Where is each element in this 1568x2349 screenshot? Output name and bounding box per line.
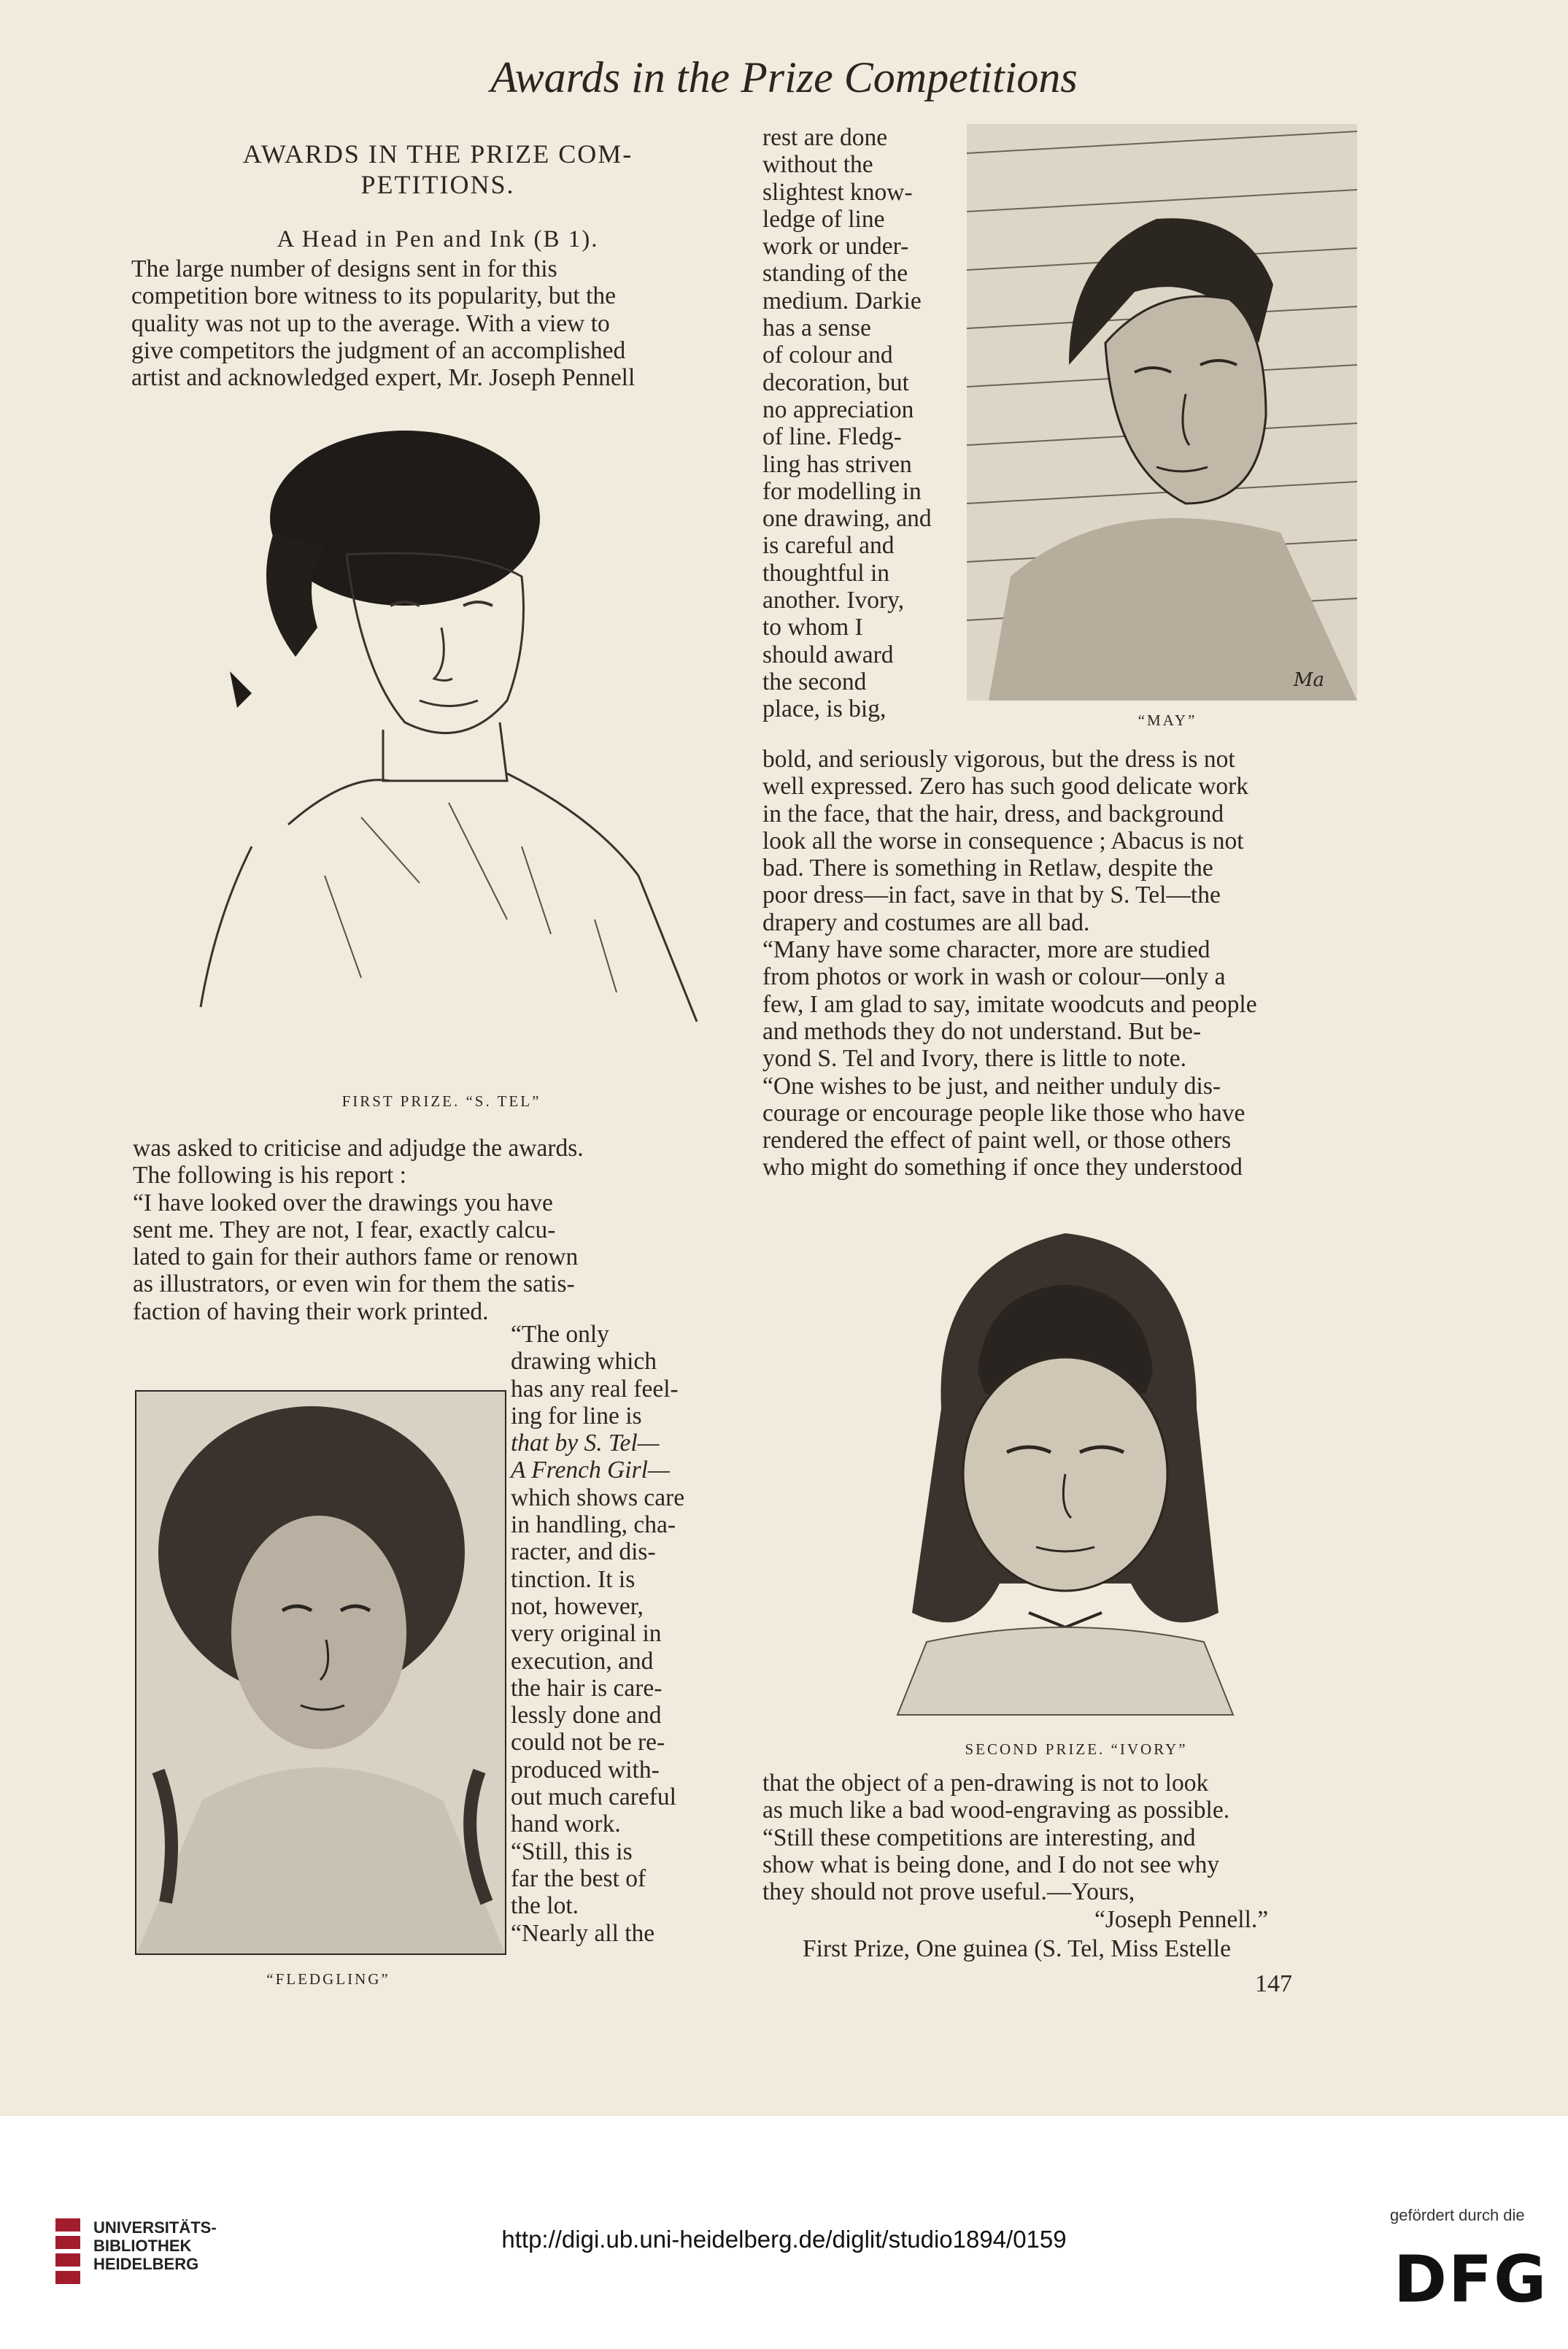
text-line: very original in <box>511 1620 662 1648</box>
text-line: ing for line is <box>511 1402 642 1430</box>
text-line: one drawing, and <box>762 505 932 533</box>
text-line: in handling, cha- <box>511 1511 676 1539</box>
article-subtitle: A Head in Pen and Ink (B 1). <box>277 226 599 252</box>
text-line: work or under- <box>762 233 909 261</box>
text-line: has a sense <box>762 315 871 342</box>
text-line: they should not prove useful.—Yours, <box>762 1878 1135 1906</box>
text-line: no appreciation <box>762 396 914 423</box>
text-line: decoration, but <box>762 369 909 396</box>
text-line: artist and acknowledged expert, Mr. Joseph Pennell <box>131 364 636 392</box>
may-illustration <box>967 124 1357 701</box>
first-prize-illustration <box>142 409 726 1080</box>
text-line: was asked to criticise and adjudge the awards. <box>133 1135 584 1162</box>
critique-right-middle <box>762 746 1361 1181</box>
text-line: standing of the <box>762 260 908 288</box>
library-name-line: HEIDELBERG <box>93 2255 199 2273</box>
text-line: well expressed. Zero has such good delicate work <box>762 773 1249 801</box>
text-line: hand work. <box>511 1810 621 1838</box>
text-line: without the <box>762 151 873 179</box>
source-url[interactable]: http://digi.ub.uni-heidelberg.de/diglit/studio1894/0159 <box>501 2226 1067 2253</box>
text-line: thoughtful in <box>762 559 890 587</box>
funded-by-label: gefördert durch die <box>1390 2206 1525 2224</box>
text-line: “Still these competitions are interesting, and <box>762 1824 1196 1851</box>
text-line: ling has striven <box>762 450 912 478</box>
text-line: look all the worse in consequence ; Abacus is not <box>762 827 1244 855</box>
second-prize-caption: SECOND PRIZE. “IVORY” <box>965 1740 1188 1758</box>
fledgling-caption: “FLEDGLING” <box>266 1970 390 1988</box>
text-line: lessly done and <box>511 1702 662 1729</box>
text-line: drapery and costumes are all bad. <box>762 909 1090 936</box>
text-line: rest are done <box>762 124 888 151</box>
text-line: has any real feel- <box>511 1375 679 1403</box>
text-line: from photos or work in wash or colour—only a <box>762 963 1226 991</box>
text-line: produced with- <box>511 1756 660 1783</box>
text-line: place, is big, <box>762 695 887 723</box>
text-line: that the object of a pen-drawing is not to look <box>762 1770 1209 1797</box>
text-line: another. Ivory, <box>762 587 905 614</box>
text-line: rendered the effect of paint well, or those others <box>762 1127 1232 1154</box>
second-prize-illustration <box>854 1204 1277 1729</box>
text-line: sent me. They are not, I fear, exactly calcu- <box>133 1216 556 1243</box>
text-line: slightest know- <box>762 178 913 206</box>
text-line: who might do something if once they understood <box>762 1154 1243 1181</box>
text-line: drawing which <box>511 1348 657 1376</box>
critique-narrow-right <box>762 124 945 723</box>
running-head: Awards in the Prize Competitions <box>490 53 1078 101</box>
text-line: “I have looked over the drawings you have <box>133 1189 553 1216</box>
text-line: not, however, <box>511 1592 644 1620</box>
critique-narrow-left <box>511 1321 737 1947</box>
text-line: should award <box>762 641 894 668</box>
prize-line: First Prize, One guinea (S. Tel, Miss Estelle <box>803 1935 1231 1962</box>
text-line: “The only <box>511 1321 609 1348</box>
text-line: show what is being done, and I do not see why <box>762 1851 1220 1878</box>
text-line: yond S. Tel and Ivory, there is little to note. <box>762 1045 1187 1073</box>
text-line: bold, and seriously vigorous, but the dress is not <box>762 746 1235 773</box>
page-number: 147 <box>1255 1970 1292 1997</box>
text-line: competition bore witness to its popularity, but the <box>131 282 617 310</box>
text-line: faction of having their work printed. <box>133 1297 489 1325</box>
text-line: tinction. It is <box>511 1565 636 1593</box>
text-line: lated to gain for their authors fame or renown <box>133 1243 579 1271</box>
dfg-logo: DFG <box>1394 2242 1548 2317</box>
article-title-line-2: PETITIONS. <box>360 170 515 199</box>
text-line: for modelling in <box>762 477 922 505</box>
text-line: “One wishes to be just, and neither unduly dis- <box>762 1072 1221 1100</box>
signature: “Joseph Pennell.” <box>1094 1906 1269 1933</box>
text-line: A French Girl— <box>511 1457 670 1484</box>
article-title-line-1: AWARDS IN THE PRIZE COM- <box>242 139 633 169</box>
text-line: few, I am glad to say, imitate woodcuts and people <box>762 990 1257 1018</box>
text-line: that by S. Tel— <box>511 1430 660 1457</box>
text-line: could not be re- <box>511 1729 665 1756</box>
text-line: poor dress—in fact, save in that by S. Tel—the <box>762 882 1221 909</box>
text-line: and methods they do not understand. But be- <box>762 1017 1202 1045</box>
text-line: is careful and <box>762 532 895 560</box>
library-name-line: BIBLIOTHEK <box>93 2237 192 2255</box>
text-line: to whom I <box>762 614 863 641</box>
library-name-line: UNIVERSITÄTS- <box>93 2218 217 2237</box>
text-line: of line. Fledg- <box>762 423 902 451</box>
text-line: the hair is care- <box>511 1674 663 1702</box>
svg-text:Ma: Ma <box>1293 669 1324 691</box>
text-line: of colour and <box>762 342 893 369</box>
article-title <box>150 139 726 200</box>
text-line: which shows care <box>511 1484 685 1511</box>
text-line: medium. Darkie <box>762 287 922 315</box>
text-line: out much careful <box>511 1783 676 1811</box>
critique-right-bottom <box>762 1770 1375 1905</box>
fledgling-illustration <box>135 1390 506 1955</box>
text-line: “Many have some character, more are studied <box>762 936 1210 964</box>
text-line: The large number of designs sent in for this <box>131 255 557 282</box>
text-line: racter, and dis- <box>511 1538 656 1566</box>
report-paragraph <box>133 1135 727 1325</box>
text-line: bad. There is something in Retlaw, despite the <box>762 855 1213 882</box>
text-line: quality was not up to the average. With a view to <box>131 309 610 337</box>
intro-paragraph <box>131 255 726 391</box>
text-line: The following is his report : <box>133 1162 406 1189</box>
text-line: “Still, this is <box>511 1837 633 1865</box>
text-line: execution, and <box>511 1647 654 1675</box>
text-line: the lot. <box>511 1892 579 1920</box>
text-line: far the best of <box>511 1864 646 1892</box>
text-line: courage or encourage people like those who have <box>762 1099 1245 1127</box>
text-line: give competitors the judgment of an accomplished <box>131 336 626 364</box>
text-line: “Nearly all the <box>511 1919 655 1947</box>
text-line: as illustrators, or even win for them the satis- <box>133 1270 575 1298</box>
text-line: ledge of line <box>762 205 885 233</box>
text-line: as much like a bad wood-engraving as possible. <box>762 1797 1230 1824</box>
text-line: the second <box>762 668 867 695</box>
may-caption: “MAY” <box>1138 711 1197 729</box>
text-line: in the face, that the hair, dress, and background <box>762 800 1224 828</box>
first-prize-caption: FIRST PRIZE. “S. TEL” <box>341 1092 541 1110</box>
